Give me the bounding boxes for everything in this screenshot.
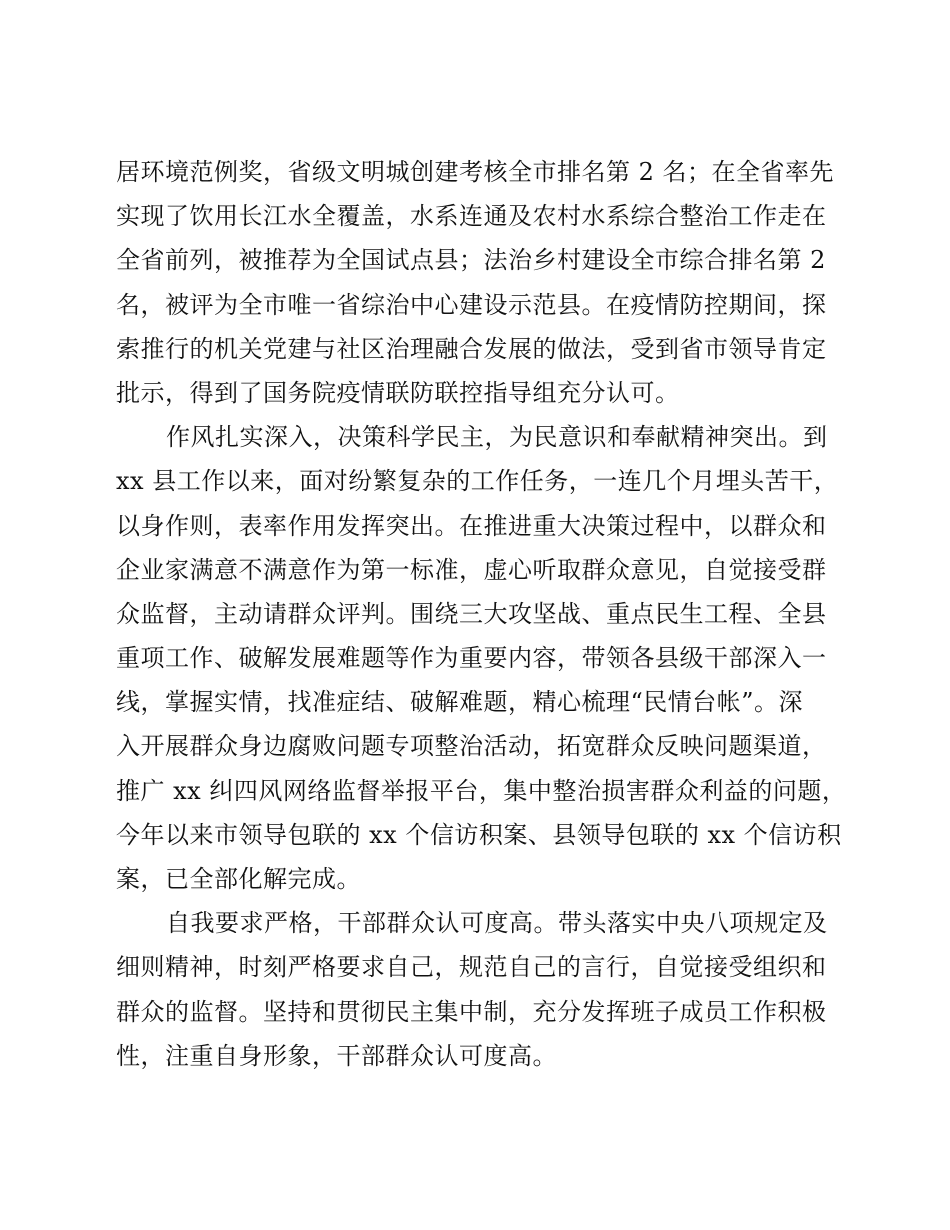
text-line: 企业家满意不满意作为第一标准，虚心听取群众意见，自觉接受群 <box>116 555 827 584</box>
body-text <box>116 150 846 1078</box>
paragraph-start-line: 自我要求严格，干部群众认可度高。带头落实中央八项规定及 <box>166 909 828 938</box>
text-line: xx 县工作以来，面对纷繁复杂的工作任务，一连几个月埋头苦干， <box>116 467 839 496</box>
text-line: 推广 xx 纠四风网络监督举报平台，集中整治损害群众利益的问题， <box>116 776 847 805</box>
text-line: 重项工作、破解发展难题等作为重要内容，带领各县级干部深入一 <box>116 644 827 673</box>
text-line: 线，掌握实情，找准症结、破解难题，精心梳理“民情台帐”。深 <box>116 688 804 717</box>
text-line: 全省前列，被推荐为全国试点县；法治乡村建设全市综合排名第 2 <box>116 246 826 275</box>
text-line: 群众的监督。坚持和贯彻民主集中制，充分发挥班子成员工作积极 <box>116 997 827 1026</box>
text-line: 案，已全部化解完成。 <box>116 865 361 893</box>
text-line: 众监督，主动请群众评判。围绕三大攻坚战、重点民生工程、全县 <box>116 599 827 628</box>
text-line: 索推行的机关党建与社区治理融合发展的做法，受到省市领导肯定 <box>116 334 827 363</box>
text-line: 性，注重自身形象，干部群众认可度高。 <box>116 1041 557 1070</box>
text-line: 名，被评为全市唯一省综治中心建设示范县。在疫情防控期间，探 <box>116 290 827 319</box>
text-line: 入开展群众身边腐败问题专项整治活动，拓宽群众反映问题渠道， <box>116 732 827 761</box>
text-line: 细则精神，时刻严格要求自己，规范自己的言行，自觉接受组织和 <box>116 953 827 982</box>
text-line: 实现了饮用长江水全覆盖，水系连通及农村水系综合整治工作走在 <box>116 202 827 231</box>
text-line: 批示，得到了国务院疫情联防联控指导组充分认可。 <box>116 378 680 407</box>
text-line: 居环境范例奖，省级文明城创建考核全市排名第 2 名；在全省率先 <box>116 158 835 186</box>
text-line: 今年以来市领导包联的 xx 个信访积案、县领导包联的 xx 个信访积 <box>116 820 842 849</box>
text-line: 以身作则，表率作用发挥突出。在推进重大决策过程中，以群众和 <box>116 511 827 540</box>
paragraph-start-line: 作风扎实深入，决策科学民主，为民意识和奉献精神突出。到 <box>166 423 828 452</box>
